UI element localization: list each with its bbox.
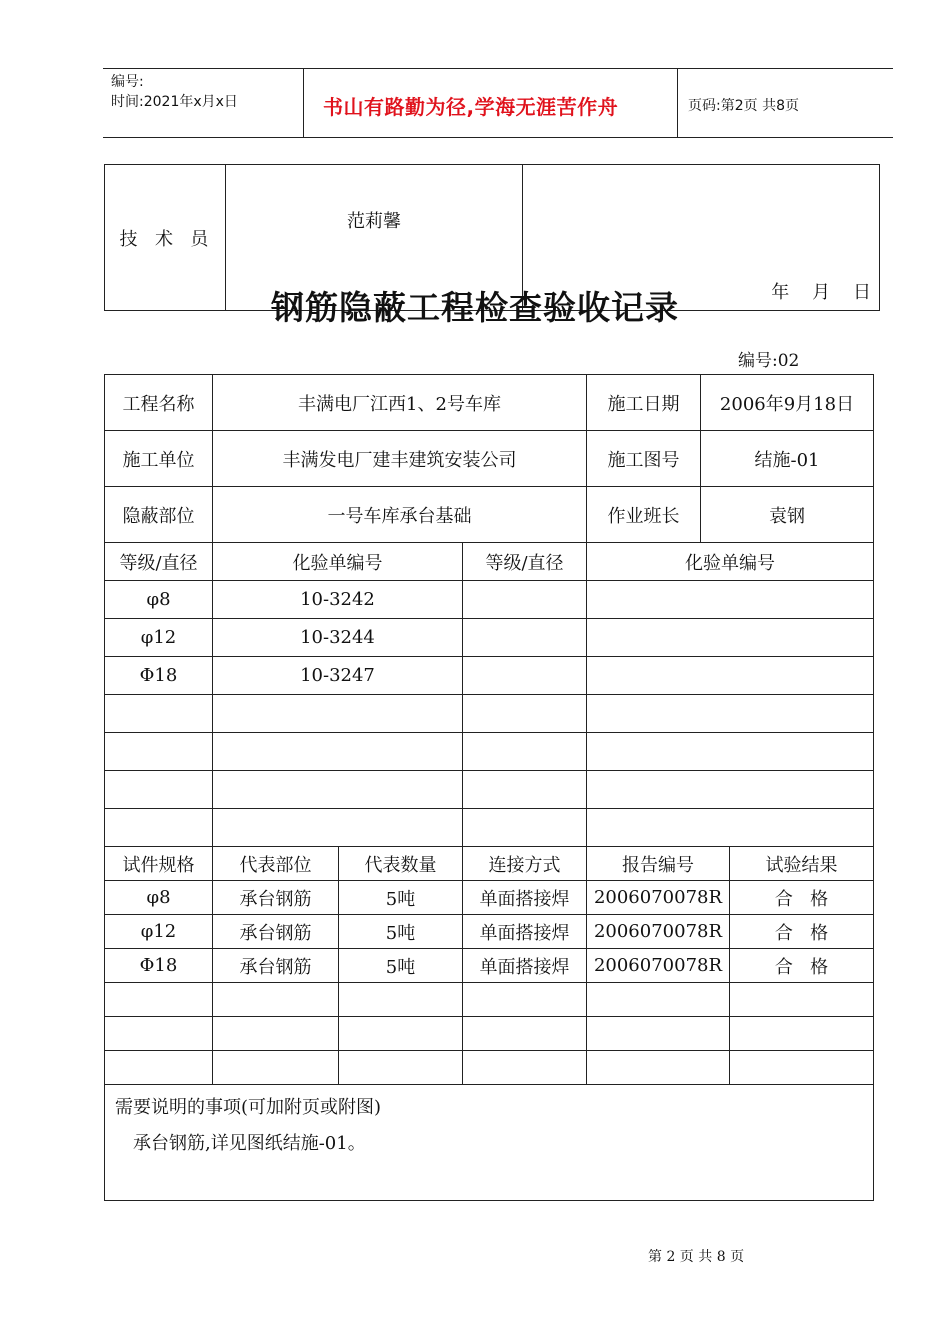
- lab-cell: [463, 581, 587, 619]
- lab-cell: [587, 581, 874, 619]
- lab-cell: [587, 733, 874, 771]
- test-header-cell: 连接方式: [463, 847, 587, 881]
- signer-name: 范莉馨: [347, 211, 401, 232]
- test-header-cell: 试件规格: [105, 847, 213, 881]
- lab-cell: [213, 809, 463, 847]
- lab-row: [105, 581, 874, 619]
- test-cell: 5吨: [339, 949, 463, 983]
- project-label: 工程名称: [105, 375, 213, 431]
- test-cell: φ12: [105, 915, 213, 949]
- test-cell: 合 格: [730, 881, 874, 915]
- test-cell: [463, 1051, 587, 1085]
- test-cell: [730, 983, 874, 1017]
- lab-cell: [213, 695, 463, 733]
- lab-cell: [463, 619, 587, 657]
- unit-label: 施工单位: [105, 431, 213, 487]
- page-title: 钢筋隐蔽工程检查验收记录: [271, 288, 679, 327]
- test-cell: [587, 1017, 730, 1051]
- test-cell: 合 格: [730, 949, 874, 983]
- lab-cell: [105, 733, 213, 771]
- test-cell: 5吨: [339, 915, 463, 949]
- lab-cell: [587, 771, 874, 809]
- lab-header-cell: 化验单编号: [587, 543, 874, 581]
- test-cell: [463, 983, 587, 1017]
- test-cell: 5吨: [339, 881, 463, 915]
- lab-cell: 10-3247: [213, 657, 463, 695]
- test-row: [105, 1051, 874, 1085]
- lab-cell: [463, 695, 587, 733]
- lab-cell: [105, 771, 213, 809]
- lab-cell: 10-3244: [213, 619, 463, 657]
- test-cell: [213, 1017, 339, 1051]
- lab-header-cell: 化验单编号: [213, 543, 463, 581]
- drawing-value: 结施-01: [701, 431, 874, 487]
- test-cell: 单面搭接焊: [463, 949, 587, 983]
- test-cell: [730, 1051, 874, 1085]
- lab-row: [105, 619, 874, 657]
- page-header: [103, 68, 893, 138]
- lab-row: [105, 809, 874, 847]
- leader-label: 作业班长: [587, 487, 701, 543]
- test-cell: [730, 1017, 874, 1051]
- test-cell: [463, 1017, 587, 1051]
- lab-cell: [587, 619, 874, 657]
- lab-cell: 10-3242: [213, 581, 463, 619]
- lab-header-cell: 等级/直径: [105, 543, 213, 581]
- lab-header-row: [105, 543, 874, 581]
- header-right-cell: [678, 69, 893, 137]
- lab-cell: [463, 733, 587, 771]
- notes-row: [105, 1085, 874, 1201]
- test-cell: 承台钢筋: [213, 949, 339, 983]
- lab-cell: [463, 771, 587, 809]
- test-cell: [213, 1051, 339, 1085]
- lab-header-cell: 等级/直径: [463, 543, 587, 581]
- test-cell: [587, 983, 730, 1017]
- test-cell: 承台钢筋: [213, 915, 339, 949]
- lab-cell: [463, 657, 587, 695]
- info-row: [105, 375, 874, 431]
- test-cell: 单面搭接焊: [463, 915, 587, 949]
- test-header-cell: 报告编号: [587, 847, 730, 881]
- lab-cell: [587, 695, 874, 733]
- test-row: [105, 1017, 874, 1051]
- project-value: 丰满电厂江西1、2号车库: [213, 375, 587, 431]
- test-cell: [105, 983, 213, 1017]
- test-cell: Φ18: [105, 949, 213, 983]
- test-cell: [213, 983, 339, 1017]
- lab-row: [105, 771, 874, 809]
- test-cell: φ8: [105, 881, 213, 915]
- leader-value: 袁钢: [701, 487, 874, 543]
- lab-cell: [463, 809, 587, 847]
- test-cell: 2006070078R: [587, 881, 730, 915]
- sign-date: 年 月 日: [771, 282, 871, 303]
- page-label: 页码:第2页 共8页: [688, 98, 799, 114]
- lab-row: [105, 733, 874, 771]
- lab-cell: φ12: [105, 619, 213, 657]
- notes-text: 承台钢筋,详见图纸结施-01。: [133, 1133, 366, 1154]
- lab-cell: Φ18: [105, 657, 213, 695]
- role-label: 技 术 员: [119, 228, 211, 250]
- time-label: 时间:2021年x月x日: [111, 94, 238, 110]
- lab-cell: [587, 809, 874, 847]
- test-cell: 单面搭接焊: [463, 881, 587, 915]
- test-row: [105, 983, 874, 1017]
- test-cell: [339, 1017, 463, 1051]
- lab-row: [105, 695, 874, 733]
- test-header-cell: 代表部位: [213, 847, 339, 881]
- header-middle-cell: [303, 69, 678, 137]
- inspection-table: [104, 374, 874, 1201]
- serial-label: 编号:: [111, 74, 144, 90]
- test-header-cell: 代表数量: [339, 847, 463, 881]
- date-label: 施工日期: [587, 375, 701, 431]
- test-cell: 承台钢筋: [213, 881, 339, 915]
- test-header-cell: 试验结果: [730, 847, 874, 881]
- test-row: [105, 949, 874, 983]
- test-cell: [339, 1051, 463, 1085]
- header-left-cell: [103, 69, 304, 137]
- lab-cell: [105, 695, 213, 733]
- part-label: 隐蔽部位: [105, 487, 213, 543]
- test-header-row: [105, 847, 874, 881]
- part-value: 一号车库承台基础: [213, 487, 587, 543]
- info-row: [105, 487, 874, 543]
- notes-label: 需要说明的事项(可加附页或附图): [115, 1097, 382, 1118]
- lab-row: [105, 657, 874, 695]
- test-cell: [105, 1051, 213, 1085]
- date-value: 2006年9月18日: [701, 375, 874, 431]
- drawing-label: 施工图号: [587, 431, 701, 487]
- test-row: [105, 915, 874, 949]
- page-footer: 第 2 页 共 8 页: [648, 1249, 745, 1265]
- motto-text: 书山有路勤为径,学海无涯苦作舟: [323, 95, 619, 119]
- test-cell: [105, 1017, 213, 1051]
- test-row: [105, 881, 874, 915]
- lab-cell: [587, 657, 874, 695]
- info-row: [105, 431, 874, 487]
- test-cell: 合 格: [730, 915, 874, 949]
- lab-cell: φ8: [105, 581, 213, 619]
- test-cell: [587, 1051, 730, 1085]
- lab-cell: [213, 771, 463, 809]
- lab-cell: [105, 809, 213, 847]
- unit-value: 丰满发电厂建丰建筑安装公司: [213, 431, 587, 487]
- notes-cell: [105, 1085, 874, 1201]
- document-number: 编号:02: [738, 351, 800, 371]
- test-cell: 2006070078R: [587, 915, 730, 949]
- test-cell: [339, 983, 463, 1017]
- test-cell: 2006070078R: [587, 949, 730, 983]
- lab-cell: [213, 733, 463, 771]
